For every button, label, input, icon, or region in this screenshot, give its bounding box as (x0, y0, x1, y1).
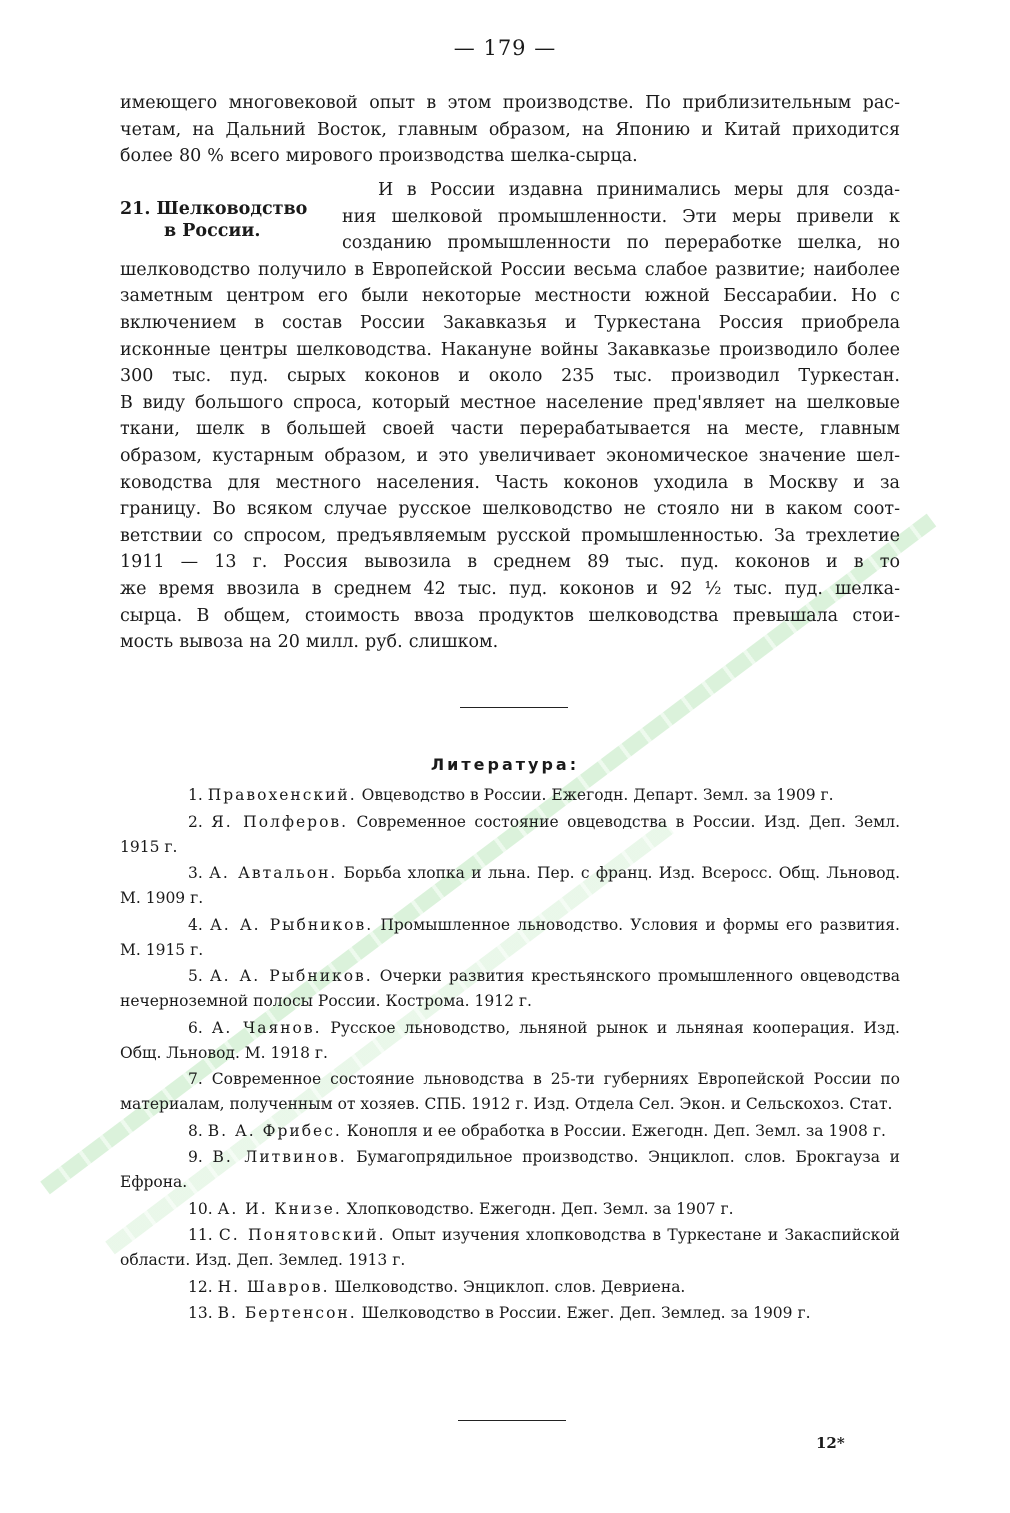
reference-text: Очерки развития крестьянского промышленного овцеводства нечерноземной полосы России. Кострома. 1912 г. (120, 967, 900, 1010)
reference-author: А. А. Рыбников. (210, 915, 374, 934)
text-line: четам, на Дальний Восток, главным образом, на Японию и Китай приходится (120, 119, 900, 140)
reference-item (120, 861, 900, 911)
text-line: сырца. В общем, стоимость ввоза продуктов шелководства превышала стои- (120, 605, 900, 626)
reference-author: А. Автальон. (209, 864, 338, 882)
text-line: В виду большого спроса, который местное население пред'являет на шелковые (120, 392, 900, 413)
reference-number: 8. (188, 1121, 203, 1140)
reference-author: В. А. Фрибес. (207, 1121, 342, 1140)
reference-item (120, 913, 900, 963)
text-line: образом, кустарным образом, и это увеличивает экономическое значение шел- (120, 445, 900, 466)
reference-author: А. Чаянов. (211, 1018, 322, 1037)
text-line: исконные центры шелководства. Накануне войны Закавказье производило более (120, 339, 900, 360)
page-number: — 179 — (453, 36, 557, 60)
reference-text: Шелководство в России. Ежег. Деп. Землед. за 1909 г. (356, 1304, 811, 1322)
text-line: более 80 % всего мирового производства шелка-сырца. (120, 146, 638, 167)
section-heading-line1: 21. Шелководство (120, 199, 308, 219)
reference-author: Я. Полферов. (211, 812, 349, 831)
divider (460, 707, 568, 708)
section-heading-line2: в России. (164, 221, 261, 241)
text-line: 1911 — 13 г. Россия вывозила в среднем 89 тыс. пуд. коконов и в то (120, 552, 900, 573)
reference-number: 1. (188, 786, 203, 804)
reference-author: С. Понятовский. (218, 1226, 386, 1244)
reference-number: 13. (188, 1304, 213, 1322)
reference-item (120, 1223, 900, 1273)
reference-item (120, 810, 900, 860)
reference-author: В. Бертенсон. (217, 1304, 357, 1322)
reference-text: Русское льноводство, льняной рынок и льняная кооперация. Изд. Общ. Льновод. М. 1918 г. (120, 1018, 900, 1062)
reference-number: 4. (188, 915, 203, 934)
reference-text: Современное состояние овцеводства в России. Изд. Деп. Земл. 1915 г. (120, 812, 901, 856)
text-line: имеющего многовековой опыт в этом производстве. По приблизительным рас- (120, 93, 900, 113)
reference-item (120, 783, 900, 808)
text-line: ткани, шелк в большей своей части перерабатывается на месте, главным (120, 419, 900, 440)
reference-number: 7. (188, 1070, 203, 1088)
text-line: 300 тыс. пуд. сырых коконов и около 235 тыс. производил Туркестан. (120, 366, 900, 387)
reference-text: Промышленное льноводство. Условия и формы его развития. М. 1915 г. (120, 915, 900, 959)
reference-author: Правохенский. (207, 786, 357, 804)
divider-bottom (458, 1420, 566, 1421)
reference-number: 3. (188, 864, 203, 882)
text-line: созданию промышленности по переработке шелка, но (342, 233, 900, 254)
reference-number: 2. (188, 812, 203, 831)
text-line: включением в состав России Закавказья и Туркестана Россия приобрела (120, 312, 900, 333)
reference-author: Н. Шавров. (217, 1277, 330, 1296)
reference-number: 10. (188, 1199, 213, 1218)
text-line: ководства для местного населения. Часть коконов уходила в Москву и за (120, 472, 900, 493)
reference-item (120, 1275, 900, 1300)
reference-item (120, 1301, 900, 1326)
reference-text: Опыт изучения хлопководства в Туркестане и Закаспийской области. Изд. Деп. Землед. 1913 г. (120, 1226, 900, 1269)
reference-text: Борьба хлопка и льна. Пер. с франц. Изд. Всеросс. Общ. Льновод. М. 1909 г. (120, 864, 900, 907)
text-line: же время ввозила в среднем 42 тыс. пуд. коконов и 92 ½ тыс. пуд. шелка- (120, 578, 900, 599)
text-line: заметным центром его были некоторые местности южной Бессарабии. Но с (120, 286, 900, 307)
reference-item (120, 1067, 900, 1117)
text-line: ветствии со спросом, предъявляемым русской промышленностью. За трехлетие (120, 525, 900, 546)
reference-author: В. Литвинов. (212, 1148, 347, 1166)
references-list (120, 783, 900, 1328)
reference-author: А. А. Рыбников. (209, 967, 373, 985)
reference-text: Хлопководство. Ежегодн. Деп. Земл. за 1907 г. (341, 1199, 734, 1218)
paragraph-silk-russia (120, 177, 900, 656)
reference-text: Конопля и ее обработка в России. Ежегодн. Деп. Земл. за 1908 г. (341, 1121, 886, 1140)
reference-author: А. И. Книзе. (217, 1199, 342, 1218)
reference-number: 6. (188, 1018, 203, 1037)
text-line: границу. Во всяком случае русское шелководство не стояло ни в каком соот- (120, 499, 900, 520)
reference-text: Бумагопрядильное производство. Энциклоп. слов. Брокгауза и Ефрона. (120, 1148, 900, 1191)
text-line: ния шелковой промышленности. Эти меры привели к (342, 206, 900, 227)
reference-number: 11. (188, 1226, 213, 1244)
reference-item (120, 1197, 900, 1222)
text-line: мость вывоза на 20 милл. руб. слишком. (120, 632, 499, 653)
reference-item (120, 1145, 900, 1195)
paragraph-opening (120, 90, 900, 170)
literature-heading: Литература: (430, 755, 580, 774)
signature-mark: 12* (816, 1434, 845, 1452)
reference-text: Овцеводство в России. Ежегодн. Департ. Земл. за 1909 г. (356, 786, 834, 804)
reference-item (120, 1016, 900, 1066)
reference-item (120, 964, 900, 1014)
reference-text: Шелководство. Энциклоп. слов. Девриена. (329, 1277, 686, 1296)
reference-number: 12. (188, 1277, 213, 1296)
text-line: И в России издавна принимались меры для созда- (378, 180, 900, 200)
reference-item (120, 1119, 900, 1144)
reference-number: 5. (188, 967, 203, 985)
reference-text: Современное состояние льноводства в 25-ти губерниях Европейской России по материалам, полученным от хозяев. СПБ. 1912 г. Изд. Отдела Сел. Экон. и Сельскохоз. Стат. (120, 1070, 901, 1113)
reference-number: 9. (188, 1148, 203, 1166)
text-line: шелководство получило в Европейской России весьма слабое развитие; наиболее (120, 259, 900, 280)
